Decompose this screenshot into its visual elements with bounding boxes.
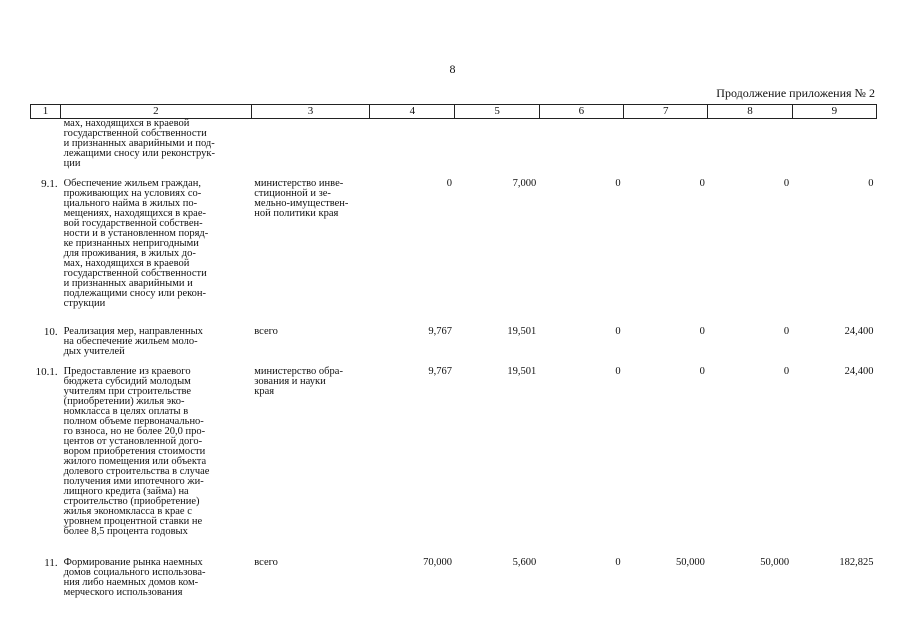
table-row — [31, 119, 877, 179]
row-name: Реализация мер, направленных на обеспечение жильем моло- дых учителей — [63, 325, 203, 357]
row-value: 5,600 — [512, 556, 537, 568]
row-value: 0 — [699, 365, 705, 377]
column-header: 7 — [624, 105, 708, 119]
column-header: 1 — [31, 105, 61, 119]
row-index: 10. — [43, 325, 58, 338]
row-responsible: министерство инве- стиционной и зе- мельно-имуществен- ной политики края — [254, 177, 349, 219]
column-header: 4 — [370, 105, 455, 119]
row-index — [31, 119, 61, 179]
table-header-row — [31, 105, 877, 119]
row-value: 7,000 — [512, 177, 537, 189]
row-index: 11. — [44, 556, 58, 569]
row-responsible — [251, 119, 369, 179]
row-value: 0 — [446, 177, 452, 189]
column-header: 6 — [539, 105, 623, 119]
row-value — [455, 119, 539, 179]
column-header: 8 — [708, 105, 792, 119]
table-row — [31, 367, 877, 558]
row-value: 0 — [615, 325, 621, 337]
budget-table — [30, 104, 877, 608]
row-value — [370, 119, 455, 179]
row-name: мах, находящихся в краевой государственной собственности и признанных аварийными и под- лежащими сносу или реконструк- ции — [63, 118, 215, 169]
row-value: 19,501 — [507, 365, 537, 377]
row-value: 50,000 — [675, 556, 705, 568]
row-name: Формирование рынка наемных домов социального использова- ния либо наемных домов ком- мерческого использования — [63, 556, 206, 598]
row-value: 9,767 — [428, 325, 452, 337]
row-index: 10.1. — [35, 365, 58, 378]
row-responsible: министерство обра- зования и науки края — [254, 365, 343, 397]
column-header: 9 — [792, 105, 876, 119]
row-responsible: всего — [254, 556, 278, 568]
row-name: Предоставление из краевого бюджета субсидий молодым учителям при строительстве (приобретении) жилья эко- номкласса в целях оплаты в полном объеме первоначально- го взноса, но не более 20,0 про- центов от установленной дого- вором приобретения стоимости жилого помещения или объекта долевого строительства в случае получения ими ипотечного жи- лищного кредита (займа) на строительство (приобретение) жилья экономкласса в крае с уровнем процентной ставки не более 8,5 процента годовых — [63, 365, 210, 537]
row-value: 0 — [615, 177, 621, 189]
row-value — [792, 119, 876, 179]
row-index: 9.1. — [41, 177, 58, 190]
table-row — [31, 179, 877, 327]
row-value: 0 — [783, 325, 790, 337]
column-header: 5 — [455, 105, 539, 119]
row-value: 0 — [868, 177, 874, 189]
row-value: 0 — [615, 556, 621, 568]
row-value: 0 — [615, 365, 621, 377]
row-value: 182,825 — [839, 556, 874, 568]
column-header: 3 — [251, 105, 369, 119]
continuation-title: Продолжение приложения № 2 — [716, 86, 875, 100]
row-value: 0 — [699, 325, 705, 337]
column-header: 2 — [61, 105, 252, 119]
row-name: Обеспечение жильем граждан, проживающих на условиях со- циального найма в жилых по- мещениях, находящихся в крае- вой государственной собствен- ности и в установленном поряд- ке признанных непригодными для проживания, в жилых до- мах, находящихся в краевой государственной собственности и признанных аварийными и подлежащими сносу или рекон- струкции — [63, 177, 209, 309]
table-row — [31, 558, 877, 608]
row-value: 24,400 — [844, 325, 874, 337]
row-value: 9,767 — [428, 365, 452, 377]
row-value — [539, 119, 623, 179]
row-value: 0 — [783, 365, 790, 377]
row-value: 0 — [783, 177, 790, 189]
row-value — [708, 119, 792, 179]
row-responsible: всего — [254, 325, 278, 337]
row-value: 19,501 — [507, 325, 537, 337]
row-value: 24,400 — [844, 365, 874, 377]
row-value: 50,000 — [760, 556, 790, 568]
row-value: 0 — [699, 177, 705, 189]
page-number: 8 — [449, 62, 456, 76]
row-value: 70,000 — [423, 556, 452, 568]
table-row — [31, 327, 877, 367]
row-value — [624, 119, 708, 179]
